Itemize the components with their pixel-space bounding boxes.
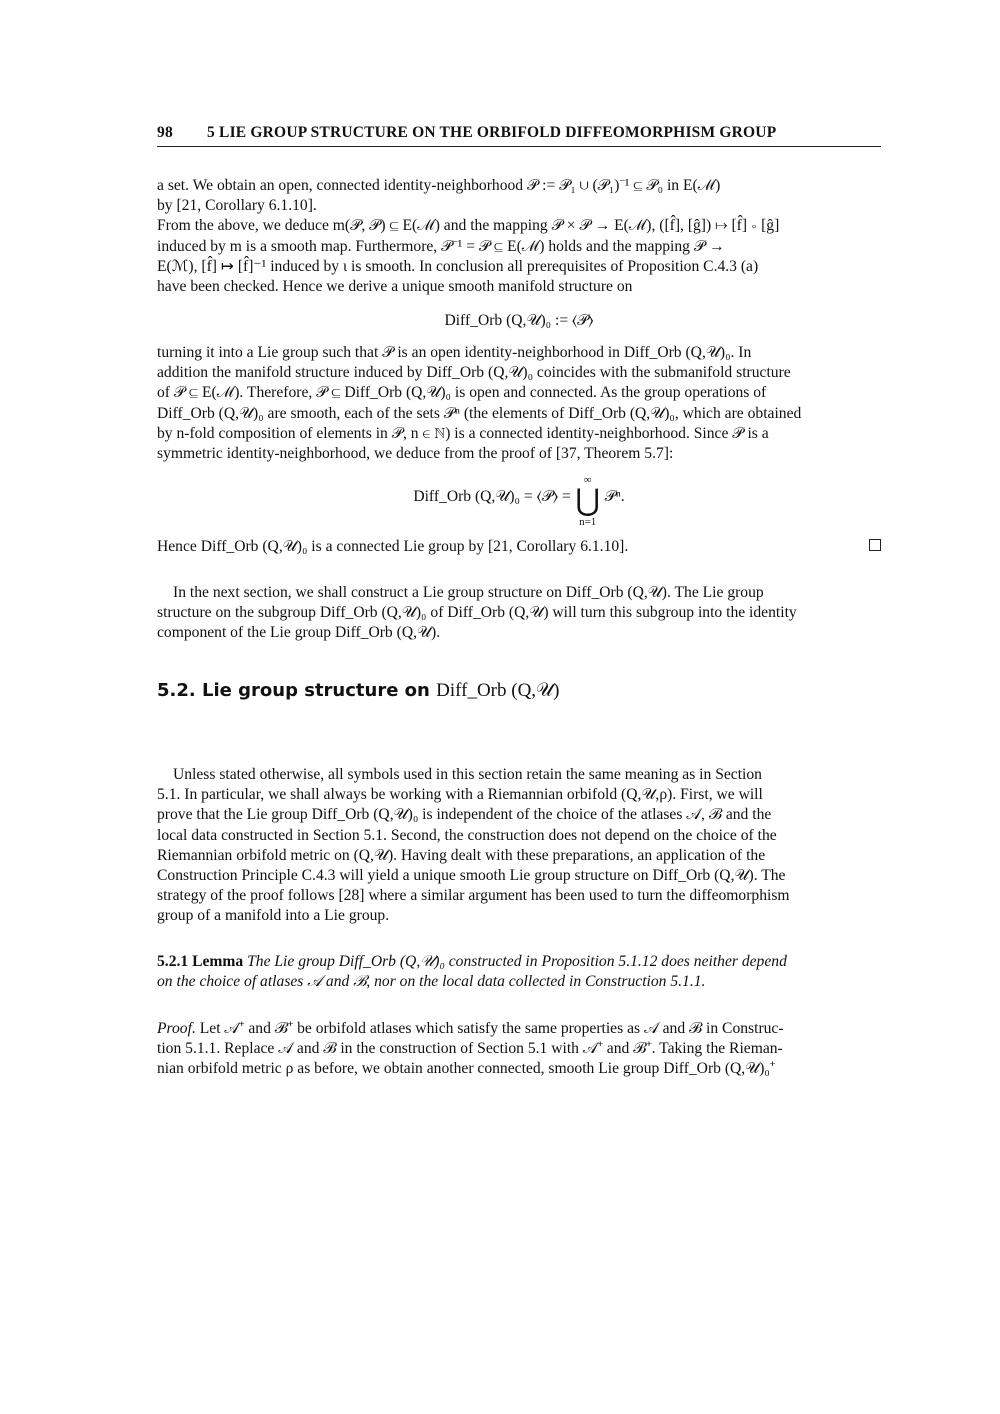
section-number: 5.2.	[157, 680, 196, 701]
paragraph-5	[157, 765, 881, 927]
proof-first-line	[157, 1019, 881, 1039]
big-union	[575, 474, 601, 528]
text-line: component of the Lie group Diff_Orb (Q,𝒰).	[157, 624, 441, 642]
paragraph-1	[157, 176, 881, 297]
text-line: Diff_Orb (Q,𝒰)₀ are smooth, each of the sets 𝒫ⁿ (the elements of Diff_Orb (Q,𝒰)₀, which are obtained	[157, 404, 802, 422]
text-line: Riemannian orbifold metric on (Q,𝒰). Having dealt with these preparations, an application of the	[157, 846, 766, 864]
text-line: Hence Diff_Orb (Q,𝒰)₀ is a connected Lie group by [21, Corollary 6.1.10].	[157, 538, 629, 555]
equation-lhs: Diff_Orb (Q,𝒰)₀ = ⟨𝒫⟩ =	[413, 488, 571, 505]
proof-text: Let 𝒜⁺ and ℬ⁺ be orbifold atlases which satisfy the same properties as 𝒜 and ℬ in Construc-	[199, 1020, 784, 1037]
text-line: turning it into a Lie group such that 𝒫 is an open identity-neighborhood in Diff_Orb (Q,𝒰)₀. In	[157, 344, 752, 361]
equation-rhs: 𝒫ⁿ.	[604, 488, 625, 505]
proof-text: tion 5.1.1. Replace 𝒜 and ℬ in the construction of Section 5.1 with 𝒜⁺ and ℬ⁺. Taking the Rieman-	[157, 1040, 783, 1058]
page-number: 98	[157, 124, 173, 141]
display-equation-2	[157, 474, 881, 530]
paragraph-4	[157, 583, 881, 644]
text-line: From the above, we deduce m(𝒫, 𝒫) ⊆ E(ℳ) and the mapping 𝒫 × 𝒫 → E(ℳ), ([f̂], [ĝ]) ↦ [f̂] ∘ [ĝ]	[157, 217, 780, 235]
text-line: group of a manifold into a Lie group.	[157, 907, 390, 925]
text-line: by [21, Corollary 6.1.10].	[157, 197, 317, 215]
lemma	[157, 952, 881, 992]
union-symbol: ⋃	[575, 484, 600, 517]
lemma-text: The Lie group Diff_Orb (Q,𝒰)₀ constructed in Proposition 5.1.12 does neither depend	[247, 953, 787, 970]
display-equation-1: Diff_Orb (Q,𝒰)₀ := ⟨𝒫⟩	[444, 312, 594, 329]
qed-square-icon	[869, 539, 881, 551]
lemma-label: 5.2.1 Lemma	[157, 953, 244, 970]
text-line: Construction Principle C.4.3 will yield a unique smooth Lie group structure on Diff_Orb (Q,𝒰). The	[157, 867, 786, 885]
text-line: of 𝒫 ⊆ E(ℳ). Therefore, 𝒫 ⊆ Diff_Orb (Q,𝒰)₀ is open and connected. As the group operations of	[157, 384, 767, 402]
text-line: symmetric identity-neighborhood, we deduce from the proof of [37, Theorem 5.7]:	[157, 445, 674, 463]
text-line: In the next section, we shall construct a Lie group structure on Diff_Orb (Q,𝒰). The Lie group	[173, 584, 764, 601]
text-line: 5.1. In particular, we shall always be working with a Riemannian orbifold (Q,𝒰,ρ). First, we will	[157, 786, 763, 804]
proof	[157, 1019, 881, 1080]
text-line: by n-fold composition of elements in 𝒫, n ∈ ℕ) is a connected identity-neighborhood. Since 𝒫 is a	[157, 424, 769, 442]
lemma-text: on the choice of atlases 𝒜 and ℬ, nor on the local data collected in Construction 5.1.1.	[157, 973, 706, 991]
text-line: prove that the Lie group Diff_Orb (Q,𝒰)₀ is independent of the choice of the atlases 𝒜, ℬ and the	[157, 806, 772, 824]
proof-label: Proof.	[157, 1020, 196, 1037]
text-line: a set. We obtain an open, connected identity-neighborhood 𝒫 := 𝒫₁ ∪ (𝒫₁)⁻¹ ⊆ 𝒫₀ in E(ℳ)	[157, 177, 721, 194]
section-heading	[157, 680, 559, 702]
text-line: have been checked. Hence we derive a unique smooth manifold structure on	[157, 278, 633, 296]
running-header	[157, 122, 881, 147]
lemma-first-line	[157, 952, 881, 972]
proof-text: nian orbifold metric ρ as before, we obtain another connected, smooth Lie group Diff_Orb (Q,𝒰)₀⁺	[157, 1060, 776, 1078]
paragraph-3	[157, 537, 881, 557]
section-title-math: Diff_Orb (Q,𝒰)	[436, 680, 560, 701]
chapter-title: 5 LIE GROUP STRUCTURE ON THE ORBIFOLD DIFFEOMORPHISM GROUP	[207, 124, 777, 141]
text-line: Unless stated otherwise, all symbols used in this section retain the same meaning as in Section	[173, 766, 762, 783]
paragraph-2	[157, 343, 881, 464]
text-line: local data constructed in Section 5.1. Second, the construction does not depend on the choice of the	[157, 826, 777, 844]
text-line: structure on the subgroup Diff_Orb (Q,𝒰)₀ of Diff_Orb (Q,𝒰) will turn this subgroup into the identity	[157, 604, 797, 622]
text-line: E(ℳ), [f̂] ↦ [f̂]⁻¹ induced by ι is smooth. In conclusion all prerequisites of Proposition C.4.3 (a)	[157, 257, 759, 275]
union-lower-limit: n=1	[579, 516, 597, 528]
text-line: induced by m is a smooth map. Furthermore, 𝒫⁻¹ = 𝒫 ⊆ E(ℳ) holds and the mapping 𝒫 →	[157, 237, 725, 255]
union-upper-limit: ∞	[583, 474, 592, 486]
text-line: addition the manifold structure induced by Diff_Orb (Q,𝒰)₀ coincides with the submanifold structure	[157, 364, 791, 382]
section-title: Lie group structure on	[202, 680, 430, 701]
text-line: strategy of the proof follows [28] where a similar argument has been used to turn the diffeomorphism	[157, 887, 790, 905]
